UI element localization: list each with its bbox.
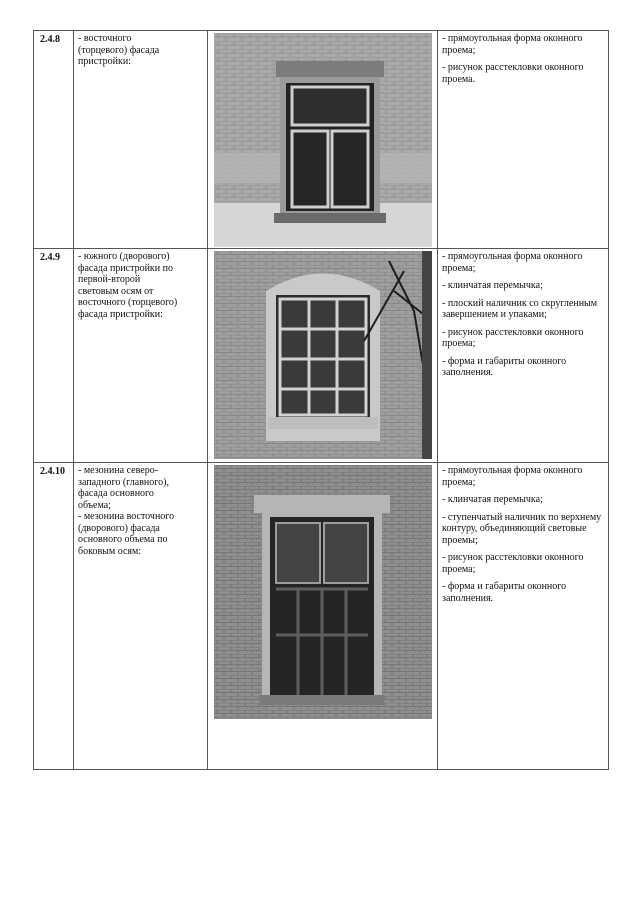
photo-cell xyxy=(208,463,438,770)
description-text: - южного (дворового) фасада пристройки по первой-второй световым осям от восточного (торцевого) фасада пристройки: xyxy=(78,251,178,320)
row-description xyxy=(74,31,208,249)
table-row xyxy=(34,31,609,249)
feature-item: - прямоугольная форма оконного проема; xyxy=(442,33,583,56)
protected-features-table xyxy=(33,30,609,770)
description-text: - мезонина северо- западного (главного), фасада основного объема; - мезонина восточного (дворового) фасада основного объема по боковым осям: xyxy=(78,465,175,557)
row-number: 2.4.10 xyxy=(34,463,74,770)
features-cell xyxy=(438,463,609,770)
window-photo-south-facade xyxy=(214,251,432,459)
feature-item: - рисунок расстекловки оконного проема; xyxy=(442,552,584,575)
window-photo-mezzanine xyxy=(214,465,432,719)
photo-cell xyxy=(208,249,438,463)
feature-item: - рисунок расстекловки оконного проема; xyxy=(442,326,584,349)
feature-item: - прямоугольная форма оконного проема; xyxy=(442,251,583,274)
row-number: 2.4.9 xyxy=(34,249,74,463)
feature-item: - ступенчатый наличник по верхнему контуру, объединяющий световые проемы; xyxy=(442,511,602,546)
features-cell xyxy=(438,249,609,463)
photo-cell xyxy=(208,31,438,249)
feature-item: - форма и габариты оконного заполнения. xyxy=(442,355,567,378)
row-description xyxy=(74,463,208,770)
window-photo-east-facade xyxy=(214,33,432,247)
features-cell xyxy=(438,31,609,249)
description-text: - восточного (торцевого) фасада пристройки: xyxy=(78,33,160,67)
table-row xyxy=(34,249,609,463)
feature-item: - клинчатая перемычка; xyxy=(442,494,543,505)
row-number: 2.4.8 xyxy=(34,31,74,249)
feature-item: - прямоугольная форма оконного проема; xyxy=(442,465,583,488)
feature-item: - форма и габариты оконного заполнения. xyxy=(442,581,567,604)
row-description xyxy=(74,249,208,463)
feature-item: - плоский наличник со скругленным завершением и упаками; xyxy=(442,297,598,320)
table-row xyxy=(34,463,609,770)
feature-item: - рисунок расстекловки оконного проема. xyxy=(442,62,584,85)
feature-item: - клинчатая перемычка; xyxy=(442,280,543,291)
